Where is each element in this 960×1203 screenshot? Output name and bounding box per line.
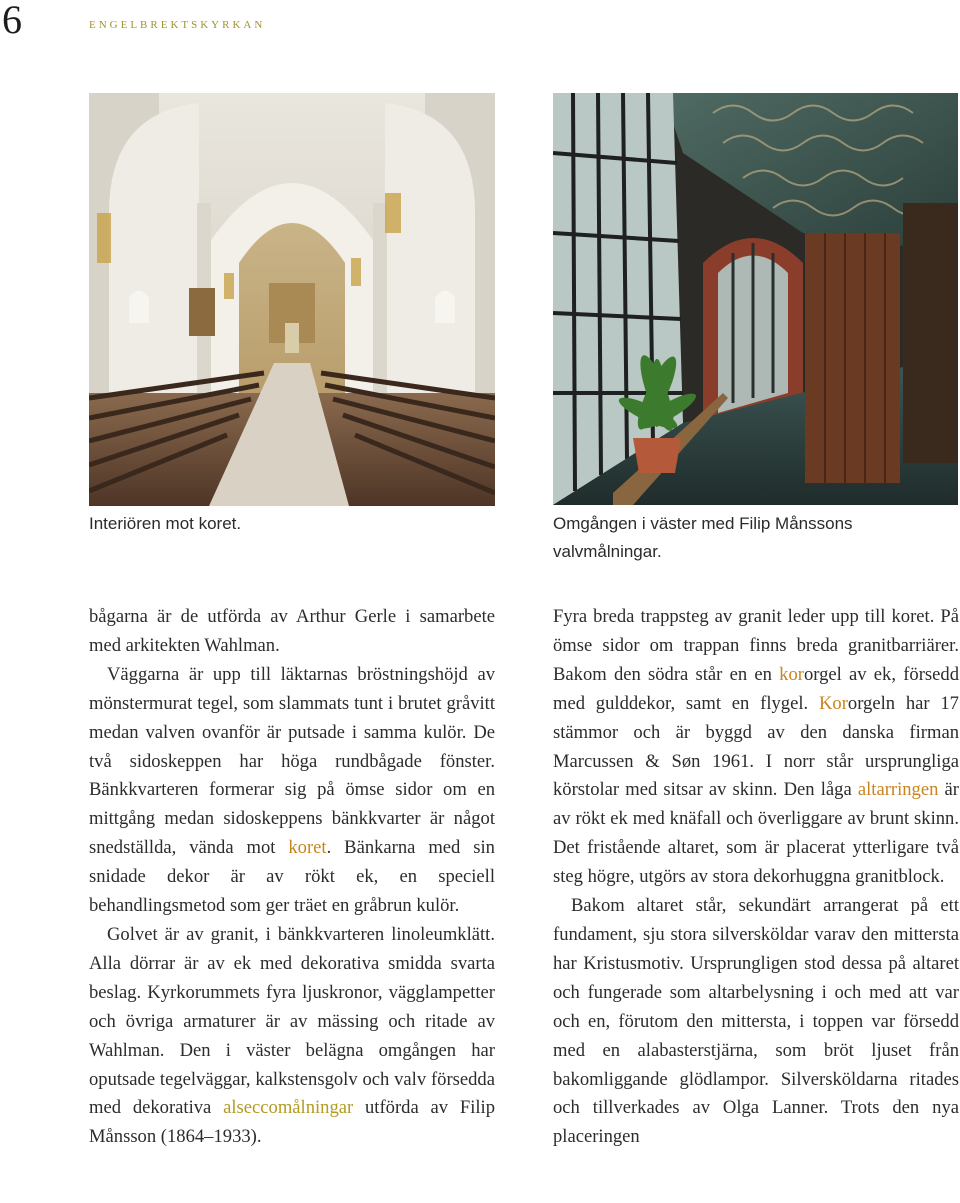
text-run: utförda av Filip Månsson (1864–1933). — [89, 1097, 496, 1148]
text-run: . Bänkarna med sin snidade dekor är av rökt ek, en speciell behandlingsmetod som ger träet en gråbrun kulör. — [89, 837, 495, 917]
text-run: Fyra breda trappsteg av granit leder upp till koret. På ömse sidor om trappan finns breda granitbarriärer. Bakom den södra står en en — [553, 606, 959, 685]
paragraph — [89, 921, 495, 1152]
text-run: är av rökt ek med knäfall och överliggare av brunt skinn. Det fristående altaret, som är placerat ytterligare två steg högre, utgörs av stora dekorhuggna granitblock. — [553, 779, 959, 888]
paragraph — [89, 661, 495, 921]
text-run: orgeln har 17 stämmor och är byggd av den danska firman Marcussen & Søn 1961. I norr står ursprungliga körstolar med sitsar av skinn. Den låga — [553, 692, 959, 801]
nave-interior-photo — [89, 93, 495, 506]
glossary-link-koret[interactable]: koret — [288, 837, 327, 859]
page-number: 6 — [2, 0, 22, 42]
text-run: orgel av ek, försedd med gulddekor, samt en flygel. — [553, 663, 959, 714]
body-column-left — [89, 603, 495, 1152]
glossary-link-alseccomalningar[interactable]: alseccomålningar — [223, 1097, 354, 1119]
paragraph — [553, 603, 959, 892]
paragraph: Bakom altaret står, sekundärt arrangerat på ett fundament, sju stora silversköldar varav den mittersta har Kristusmotiv. Ursprungligen stod dessa på altaret och fungerade som altarbelysning i och med att var och en, förutom den mittersta, i toppen var försedd med en alabasterstjärna, som bröt ljuset från bakomliggande glödlampor. Silversköldarna ritades och tillverkades av Olga Lanner. Trots den nya placeringen — [553, 895, 959, 1148]
text-run: Väggarna är upp till läktarnas bröstningshöjd av mönstermurat tegel, som slammats tunt i brutet gråvitt medan valven ovanför är putsade i samma kulör. De två sidoskeppen har höga rundbågade fönster. Bänkkvarteren formerar sig på ömse sidor om en mittgång medan sidoskeppens bänkkvarter är något snedställda, vända mot — [89, 663, 495, 859]
figure-caption-left: Interiören mot koret. — [89, 514, 242, 533]
glossary-link-kor[interactable]: Kor — [818, 692, 848, 714]
glossary-link-altarringen[interactable]: altarringen — [857, 779, 939, 801]
running-title: engelbrektskyrkan — [89, 15, 266, 32]
ambulatory-photo — [553, 93, 958, 505]
body-column-right — [553, 603, 959, 1152]
glossary-link-kor[interactable]: kor — [779, 663, 804, 685]
paragraph: bågarna är de utförda av Arthur Gerle i samarbete med arkitekten Wahlman. — [89, 606, 495, 656]
text-run: Golvet är av granit, i bänkkvarteren linoleumklätt. Alla dörrar är av ek med dekorativa smidda svarta beslag. Kyrkorummets fyra ljuskronor, vägglampetter och övriga armaturer är av mässing och ritade av Wahlman. Den i väster belägna omgången har oputsade tegelväggar, kalkstensgolv och valv försedda med dekorativa — [89, 923, 495, 1119]
figure-caption-right: Omgången i väster med Filip Månssons valvmålningar. — [553, 514, 853, 561]
